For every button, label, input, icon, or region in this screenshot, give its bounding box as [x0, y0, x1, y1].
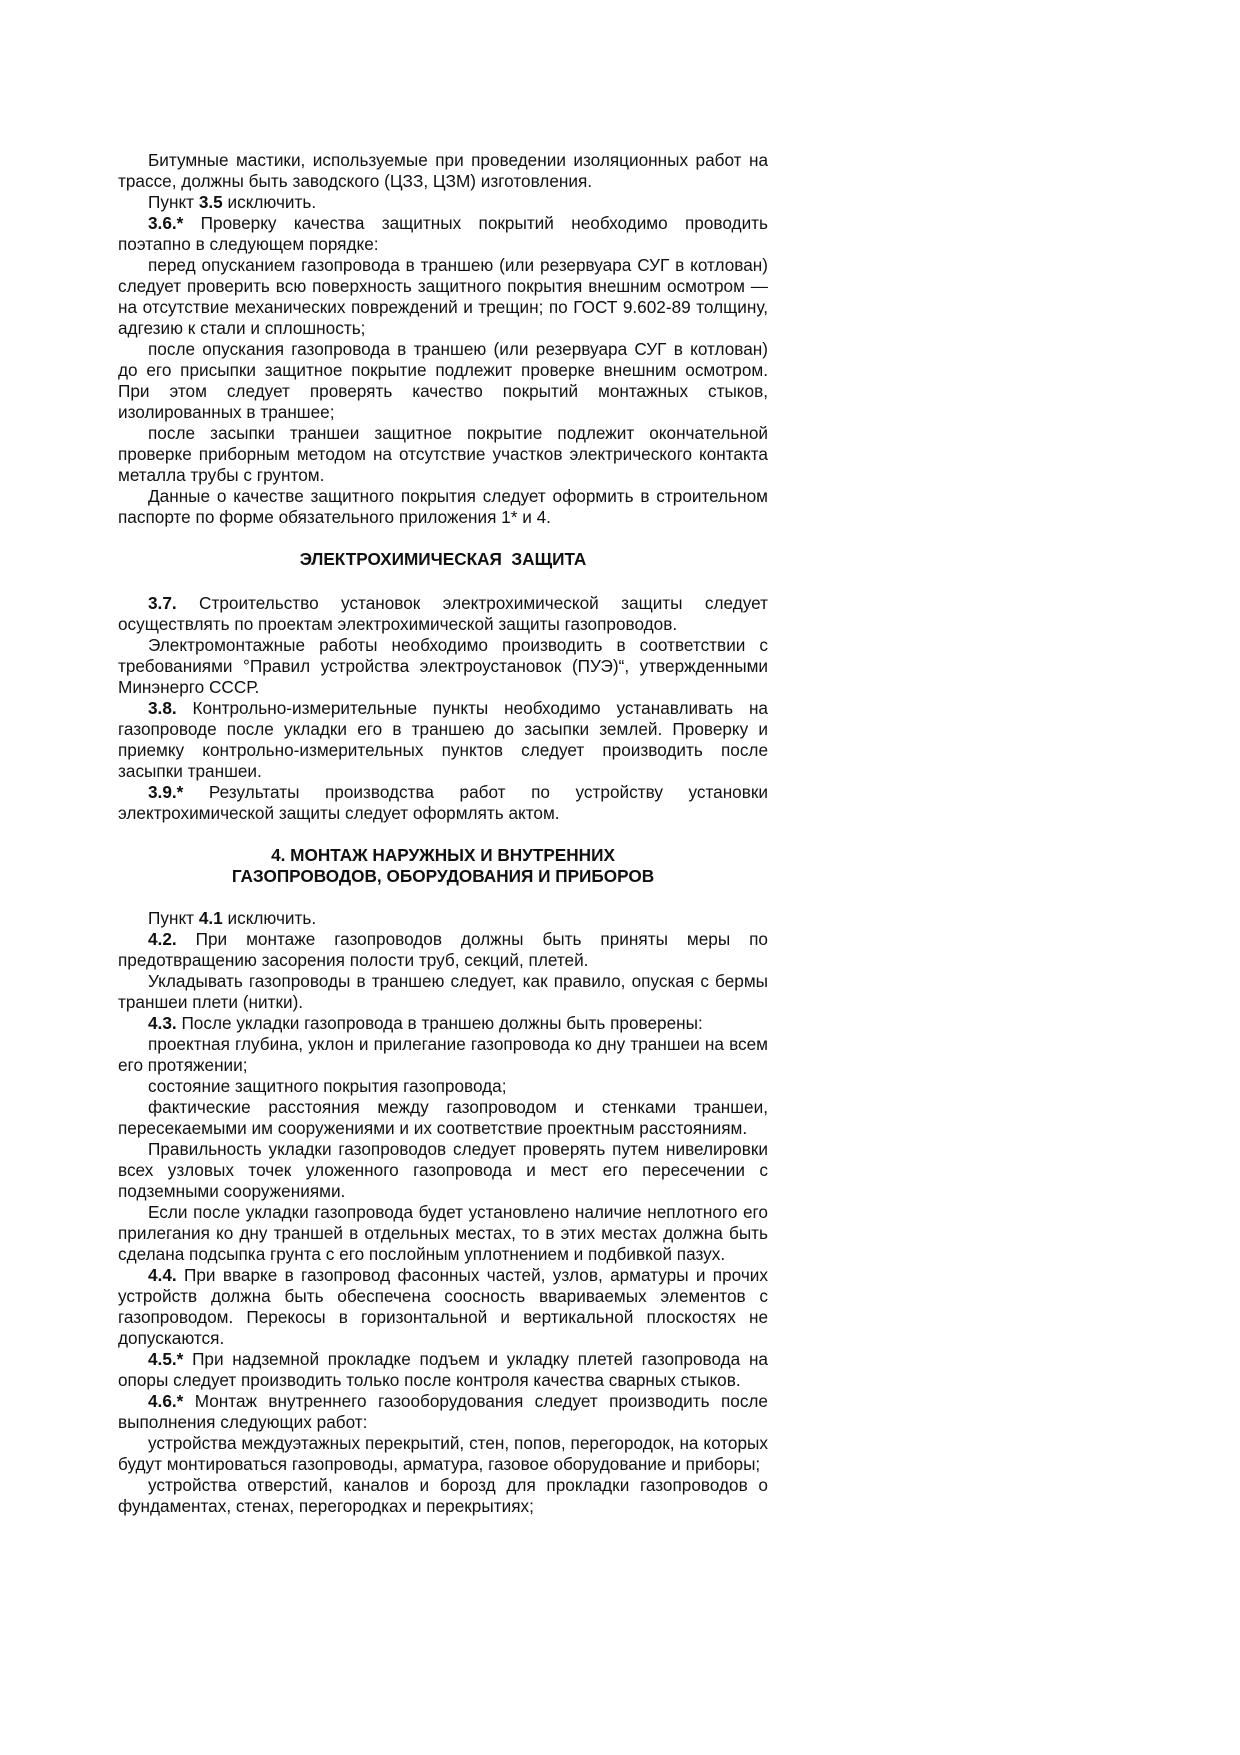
paragraph: 3.9.* Результаты производства работ по устройству установки электрохимической защиты следует оформлять актом.	[118, 782, 768, 823]
section-heading-installation	[118, 845, 768, 887]
paragraph: после засыпки траншеи защитное покрытие подлежит окончательной проверке приборным методом на отсутствие участков электрического контакта металла трубы с грунтом.	[118, 423, 768, 485]
paragraph: 4.3. После укладки газопровода в траншею должны быть проверены:	[148, 1013, 703, 1033]
paragraph: 4.4. При вварке в газопровод фасонных частей, узлов, арматуры и прочих устройств должна быть обеспечена соосность ввариваемых элементов с газопроводом. Перекосы в горизонтальной и вертикальной плоскостях не допускаются.	[118, 1265, 768, 1348]
heading-line: ГАЗОПРОВОДОВ, ОБОРУДОВАНИЯ И ПРИБОРОВ	[231, 866, 655, 886]
clause-number: 4.4.	[148, 1265, 177, 1285]
section-b	[118, 593, 768, 824]
paragraph: 4.2. При монтаже газопроводов должны быть приняты меры по предотвращению засорения полости труб, секций, плетей.	[118, 929, 768, 970]
document-page	[118, 150, 768, 1517]
clause-number: 3.9.*	[148, 782, 184, 802]
paragraph: 3.7. Строительство установок электрохимической защиты следует осуществлять по проектам электрохимической защиты газопроводов.	[118, 593, 768, 634]
paragraph: 3.8. Контрольно-измерительные пункты необходимо устанавливать на газопроводе после укладки его в траншею до засыпки землей. Проверку и приемку контрольно-измерительных пунктов следует производить после засыпки траншеи.	[118, 698, 768, 781]
paragraph: Пункт 4.1 исключить.	[148, 908, 317, 928]
clause-number: 3.8.	[148, 698, 177, 718]
section-c	[118, 908, 768, 1517]
clause-number: 3.6.*	[148, 213, 184, 233]
paragraph: перед опусканием газопровода в траншею (или резервуара СУГ в котлован) следует проверить всю поверхность защитного покрытия внешним осмотром — на отсутствие механических повреждений и трещин; по ГОСТ 9.602-89 толщину, адгезию к стали и сплошность;	[118, 255, 768, 338]
clause-number: 3.5	[198, 192, 223, 212]
paragraph: Электромонтажные работы необходимо производить в соответствии с требованиями °Правил устройства электроустановок (ПУЭ)“, утвержденными Минэнерго СССР.	[118, 635, 768, 697]
paragraph: устройства отверстий, каналов и борозд для прокладки газопроводов о фундаментах, стенах, перегородках и перекрытиях;	[118, 1475, 768, 1516]
clause-number: 4.5.*	[148, 1349, 184, 1369]
paragraph: устройства междуэтажных перекрытий, стен, попов, перегородок, на которых будут монтироваться газопроводы, арматура, газовое оборудование и приборы;	[118, 1433, 768, 1474]
paragraph: проектная глубина, уклон и прилегание газопровода ко дну траншеи на всем его протяжении;	[118, 1034, 768, 1075]
clause-number: 4.2.	[148, 929, 177, 949]
section-a	[118, 150, 768, 528]
heading-line: 4. МОНТАЖ НАРУЖНЫХ И ВНУТРЕННИХ	[271, 845, 615, 865]
clause-number: 4.6.*	[148, 1391, 184, 1411]
clause-number: 4.1	[198, 908, 223, 928]
paragraph: 4.5.* При надземной прокладке подъем и укладку плетей газопровода на опоры следует производить только после контроля качества сварных стыков.	[118, 1349, 768, 1390]
paragraph: состояние защитного покрытия газопровода;	[148, 1076, 507, 1096]
paragraph: Укладывать газопроводы в траншею следует, как правило, опуская с бермы траншеи плети (нитки).	[118, 971, 768, 1012]
paragraph: 4.6.* Монтаж внутреннего газооборудования следует производить после выполнения следующих работ:	[118, 1391, 768, 1432]
clause-number: 4.3.	[148, 1013, 177, 1033]
paragraph: Битумные мастики, используемые при проведении изоляционных работ на трассе, должны быть заводского (ЦЗЗ, ЦЗМ) изготовления.	[118, 150, 768, 191]
paragraph: Если после укладки газопровода будет установлено наличие неплотного его прилегания ко дну траншей в отдельных местах, то в этих местах должна быть сделана подсыпка грунта с его послойным уплотнением и подбивкой пазух.	[118, 1202, 768, 1264]
paragraph: 3.6.* Проверку качества защитных покрытий необходимо проводить поэтапно в следующем порядке:	[118, 213, 768, 254]
paragraph: Данные о качестве защитного покрытия следует оформить в строительном паспорте по форме обязательного приложения 1* и 4.	[118, 486, 768, 527]
clause-number: 3.7.	[148, 593, 177, 613]
paragraph: Пункт 3.5 исключить.	[148, 192, 317, 212]
paragraph: после опускания газопровода в траншею (или резервуара СУГ в котлован) до его присыпки защитное покрытие подлежит проверке внешним осмотром. При этом следует проверять качество покрытий монтажных стыков, изолированных в траншее;	[118, 339, 768, 422]
paragraph: фактические расстояния между газопроводом и стенками траншеи, пересекаемыми им сооружениями и их соответствие проектным расстояниям.	[118, 1097, 768, 1138]
section-heading-electrochemical: ЭЛЕКТРОХИМИЧЕСКАЯ ЗАЩИТА	[299, 549, 587, 569]
paragraph: Правильность укладки газопроводов следует проверять путем нивелировки всех узловых точек уложенного газопровода и мест его пересечении с подземными сооружениями.	[118, 1139, 768, 1201]
